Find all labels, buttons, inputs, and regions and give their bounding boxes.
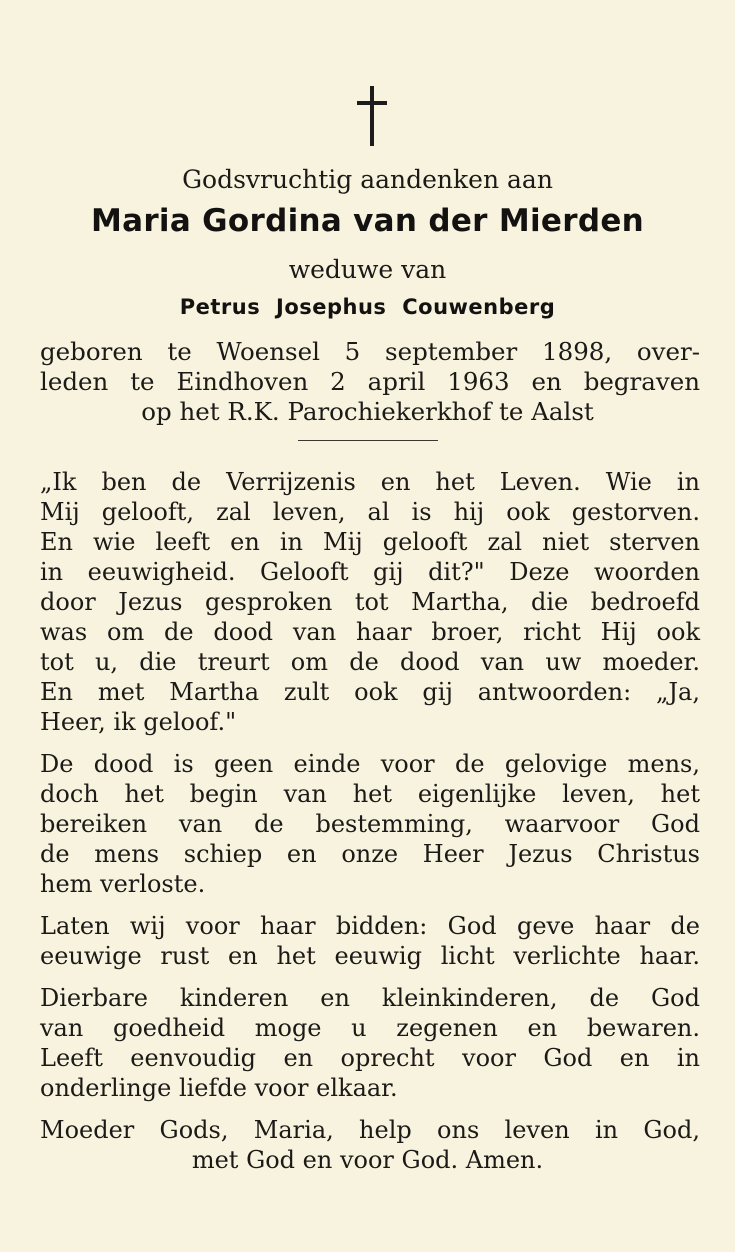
paragraph-line: hem verloste. [40,870,206,898]
relation-text: weduwe van [288,255,447,284]
spouse-name: Petrus Josephus Couwenberg [179,295,556,319]
paragraph-line: En met Martha zult ook gij antwoorden: „Ja, [40,678,700,706]
paragraph-line: Moeder Gods, Maria, help ons leven in God, [40,1116,700,1144]
life-line: geboren te Woensel 5 september 1898, over- [40,337,700,366]
paragraph-line: onderlinge liefde voor elkaar. [40,1074,398,1102]
paragraph-line: Laten wij voor haar bidden: God geve haar de [40,912,700,940]
paragraph-line: van goedheid moge u zegenen en bewaren. [40,1014,700,1042]
paragraph-line: Heer, ik geloof." [40,708,237,736]
paragraph-line: bereiken van de bestemming, waarvoor God [40,810,700,838]
life-line: op het R.K. Parochiekerkhof te Aalst [141,397,594,426]
paragraph-line: En wie leeft en in Mij gelooft zal niet sterven [40,528,700,556]
paragraph-line: „Ik ben de Verrijzenis en het Leven. Wie in [40,468,700,496]
paragraph-line: Mij gelooft, zal leven, al is hij ook gestorven. [40,498,700,526]
latin-cross-icon [357,86,387,146]
paragraph-line: in eeuwigheid. Gelooft gij dit?" Deze woorden [40,558,700,586]
paragraph-line: de mens schiep en onze Heer Jezus Christus [40,840,700,868]
paragraph-line: De dood is geen einde voor de gelovige mens, [40,750,700,778]
paragraph-line: tot u, die treurt om de dood van uw moeder. [40,648,700,676]
dedication-line: Godsvruchtig aandenken aan [182,165,553,194]
paragraph-line: Dierbare kinderen en kleinkinderen, de God [40,984,700,1012]
paragraph-line: door Jezus gesproken tot Martha, die bedroefd [40,588,700,616]
paragraph-line: met God en voor God. Amen. [191,1146,544,1174]
paragraph-line: Leeft eenvoudig en oprecht voor God en in [40,1044,700,1072]
deceased-name: Maria Gordina van der Mierden [90,203,645,239]
paragraph-line: was om de dood van haar broer, richt Hij ook [40,618,700,646]
paragraph-line: doch het begin van het eigenlijke leven, het [40,780,700,808]
paragraph-line: eeuwige rust en het eeuwig licht verlichte haar. [40,942,700,970]
life-line: leden te Eindhoven 2 april 1963 en begraven [40,367,700,396]
divider [298,440,438,441]
